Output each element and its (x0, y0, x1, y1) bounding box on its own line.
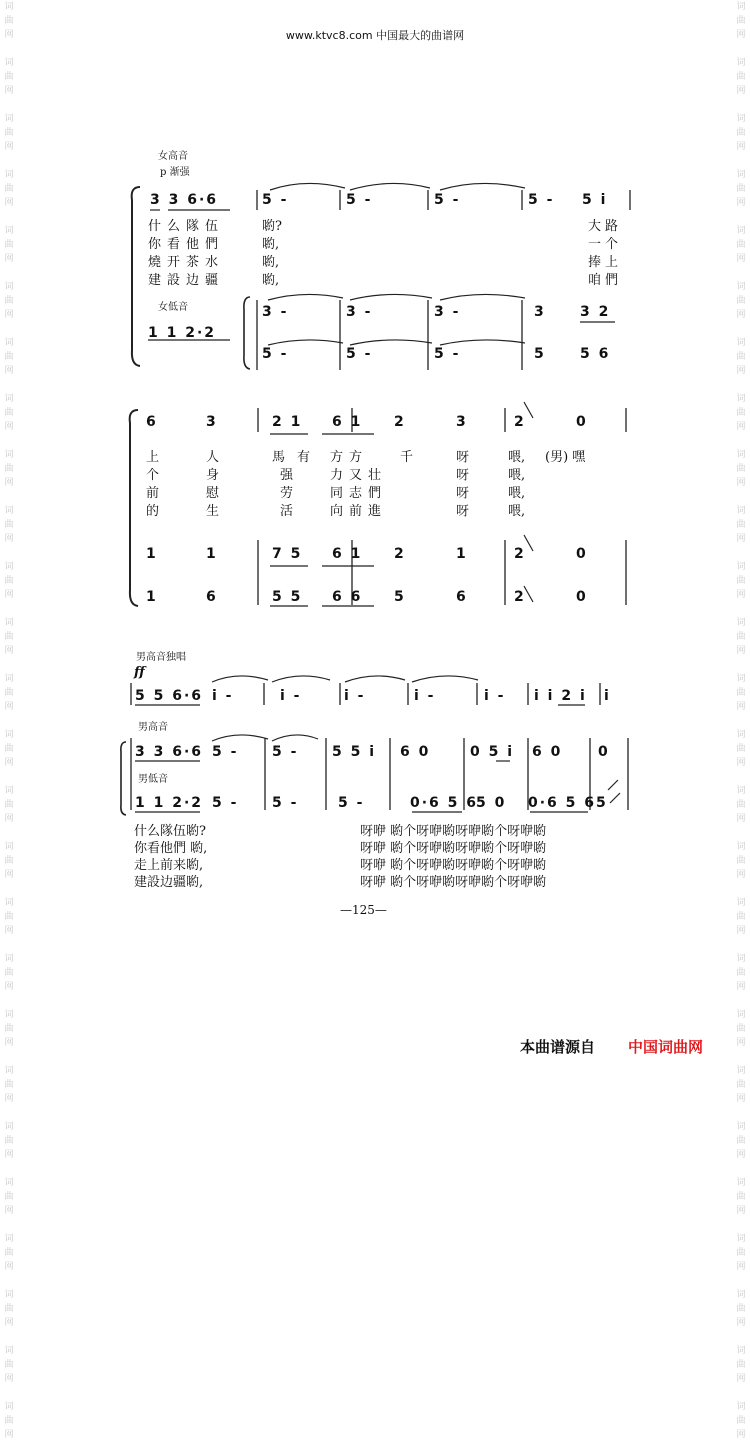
lyric-line: 咱們 (588, 273, 623, 288)
bass-measure: 5 (596, 795, 608, 811)
part2-note: 1 (456, 546, 468, 562)
tenor-measure: 6 0 (400, 744, 431, 760)
solo-measure: i - (280, 688, 302, 704)
lyric-cell: 人 (206, 450, 220, 465)
tenor-measure: 5 - (272, 744, 299, 760)
part2-note: 1 (206, 546, 218, 562)
alto-upper-measure: 3 - (346, 304, 373, 320)
lyric-cell: 强 (280, 468, 294, 483)
melody-note: 3 (206, 414, 218, 430)
bass-measure: 5 - (338, 795, 365, 811)
lyric-line: 燒开茶水 (148, 255, 225, 270)
melody-measure: 5 - (528, 192, 555, 208)
voice-label-bass: 男低音 (138, 774, 168, 785)
tenor-measure: 3 3 6·6 (135, 744, 204, 760)
part3-note: 6 (206, 589, 218, 605)
alto-lower-measure: 5 - (262, 346, 289, 362)
part3-note: 5 (394, 589, 406, 605)
lyric-cell: 馬有 (272, 450, 323, 465)
melody-note: 6 (146, 414, 158, 430)
part3-note: 5 5 (272, 589, 303, 605)
lyric-cell: 同志們 (330, 486, 388, 501)
alto-upper-measure: 3 - (262, 304, 289, 320)
lyric-line: 你看他們 (148, 237, 225, 252)
lyric-cell: 劳 (280, 486, 294, 501)
tenor-measure: 5 5 i (332, 744, 377, 760)
lyric-line: 建設边疆 (148, 273, 225, 288)
alto-lower-measure: 5 6 (580, 346, 611, 362)
part2-note: 2 (394, 546, 406, 562)
lyric-cell: 喂, (508, 468, 526, 483)
alto-lower-measure: 1 1 2·2 (148, 325, 217, 341)
solo-measure: i i 2 i (534, 688, 587, 704)
lyric-line: 一个 (588, 237, 623, 252)
lyric-line: 喲, (262, 273, 280, 288)
melody-measure: 3 3 6·6 (150, 192, 219, 208)
part3-note: 0 (576, 589, 588, 605)
lyric-cell: 前 (146, 486, 160, 501)
tenor-measure: 6 0 (532, 744, 563, 760)
lyric-cell: 呀 (456, 450, 470, 465)
bass-measure: 0·6 5 6 (528, 795, 597, 811)
alto-upper-measure: 3 - (434, 304, 461, 320)
lyric-cell: 喂, (508, 486, 526, 501)
alto-lower-measure: 5 - (346, 346, 373, 362)
solo-measure: i (604, 688, 611, 704)
page-number: —125— (340, 903, 387, 917)
lyric-cell: 活 (280, 504, 294, 519)
part2-note: 2 (514, 546, 526, 562)
alto-upper-measure: 3 (534, 304, 546, 320)
melody-measure: 5 - (346, 192, 373, 208)
lyric-line: 呀咿 喲个呀咿喲呀咿喲个呀咿喲 (360, 841, 547, 856)
site-header: www.ktvc8.com 中国最大的曲谱网 (285, 29, 465, 42)
lyric-cell: 方方 (330, 450, 369, 465)
dynamic-marking: p 渐强 (160, 167, 190, 178)
part3-note: 2 (514, 589, 526, 605)
voice-label-tenor-solo: 男高音独唱 (136, 652, 186, 663)
dynamic-marking: ff (134, 665, 145, 680)
lyric-line: 呀咿 喲个呀咿喲呀咿喲个呀咿喲 (360, 875, 547, 890)
lyric-line: 呀咿 喲个呀咿喲呀咿喲个呀咿喲 (360, 824, 547, 839)
lyric-cell: 生 (206, 504, 220, 519)
lyric-cell: 喂, (508, 504, 526, 519)
bass-measure: 5 - (272, 795, 299, 811)
part2-note: 1 (146, 546, 158, 562)
voice-label-soprano: 女高音 (158, 151, 188, 162)
voice-label-tenor: 男高音 (138, 722, 168, 733)
solo-measure: i - (414, 688, 436, 704)
melody-note: 2 (394, 414, 406, 430)
part3-note: 1 (146, 589, 158, 605)
lyric-line: 喲, (262, 237, 280, 252)
lyric-line: 呀咿 喲个呀咿喲呀咿喲个呀咿喲 (360, 858, 547, 873)
tenor-measure: 0 (598, 744, 610, 760)
lyric-cell: 喂, (508, 450, 526, 465)
lyric-line: 喲, (262, 255, 280, 270)
part2-note: 7 5 (272, 546, 303, 562)
bass-measure: 5 0 (476, 795, 507, 811)
lyric-cell: 呀 (456, 504, 470, 519)
part2-note: 6 1 (332, 546, 363, 562)
lyric-cell: 力又壮 (330, 468, 388, 483)
part3-note: 6 (456, 589, 468, 605)
tenor-measure: 5 - (212, 744, 239, 760)
lyric-cell: 个 (146, 468, 160, 483)
alto-upper-measure: 3 2 (580, 304, 611, 320)
lyric-cell: 身 (206, 468, 220, 483)
right-watermark-strip: 词 曲 网 词 曲 网 词 曲 网 词 曲 网 词 曲 网 词 曲 网 词 曲 网 词 曲 网 词 曲 网 词 曲 网 词 曲 网 词 曲 网 词 曲 网 词 曲 网 词 曲 网 词 曲 网 词 曲 网 词 曲 网 词 曲 网 词 曲 网 词 曲 网 词 曲 网 词 曲 网 词 曲 网 词 曲 网 词 曲 网 (736, 2, 746, 1440)
melody-note: 6 1 (332, 414, 363, 430)
lyric-line: 什么隊伍喲? (134, 824, 206, 839)
footer-source-text: 本曲谱源自 (520, 1038, 596, 1056)
melody-note: 0 (576, 414, 588, 430)
tenor-measure: 0 5 i (470, 744, 515, 760)
footer-brand-link[interactable]: 中国词曲网 (628, 1038, 704, 1056)
lyric-line: 喲? (262, 219, 282, 234)
lyric-line: 捧上 (588, 255, 623, 270)
alto-lower-measure: 5 - (434, 346, 461, 362)
solo-measure: i - (212, 688, 234, 704)
lyric-cell: 呀 (456, 486, 470, 501)
melody-note: 2 1 (272, 414, 303, 430)
lyric-cell: 千 (400, 450, 414, 465)
bass-measure: 1 1 2·2 (135, 795, 204, 811)
lyric-cell: 呀 (456, 468, 470, 483)
bass-measure: 0·6 5 6 (410, 795, 479, 811)
lyric-line: 大路 (588, 219, 623, 234)
melody-measure: 5 - (262, 192, 289, 208)
lyric-cell: 的 (146, 504, 160, 519)
voice-label-alto: 女低音 (158, 302, 188, 313)
lyric-line: 什么隊伍 (148, 219, 225, 234)
part2-note: 0 (576, 546, 588, 562)
lyric-cell: (男) 嘿 (545, 450, 586, 465)
lyric-line: 走上前来喲, (134, 858, 204, 873)
solo-measure: i - (484, 688, 506, 704)
solo-measure: 5 5 6·6 (135, 688, 204, 704)
part3-note: 6 6 (332, 589, 363, 605)
melody-note: 3 (456, 414, 468, 430)
lyric-cell: 向前進 (330, 504, 388, 519)
solo-measure: i - (344, 688, 366, 704)
melody-note: 2 (514, 414, 526, 430)
left-watermark-strip: 词 曲 网 词 曲 网 词 曲 网 词 曲 网 词 曲 网 词 曲 网 词 曲 网 词 曲 网 词 曲 网 词 曲 网 词 曲 网 词 曲 网 词 曲 网 词 曲 网 词 曲 网 词 曲 网 词 曲 网 词 曲 网 词 曲 网 词 曲 网 词 曲 网 词 曲 网 词 曲 网 词 曲 网 词 曲 网 词 曲 网 (4, 2, 14, 1440)
lyric-line: 你看他們 喲, (134, 841, 208, 856)
melody-measure: 5 i (582, 192, 608, 208)
alto-lower-measure: 5 (534, 346, 546, 362)
lyric-cell: 慰 (206, 486, 220, 501)
lyric-line: 建設边疆喲, (134, 875, 204, 890)
lyric-cell: 上 (146, 450, 160, 465)
bass-measure: 5 - (212, 795, 239, 811)
melody-measure: 5 - (434, 192, 461, 208)
